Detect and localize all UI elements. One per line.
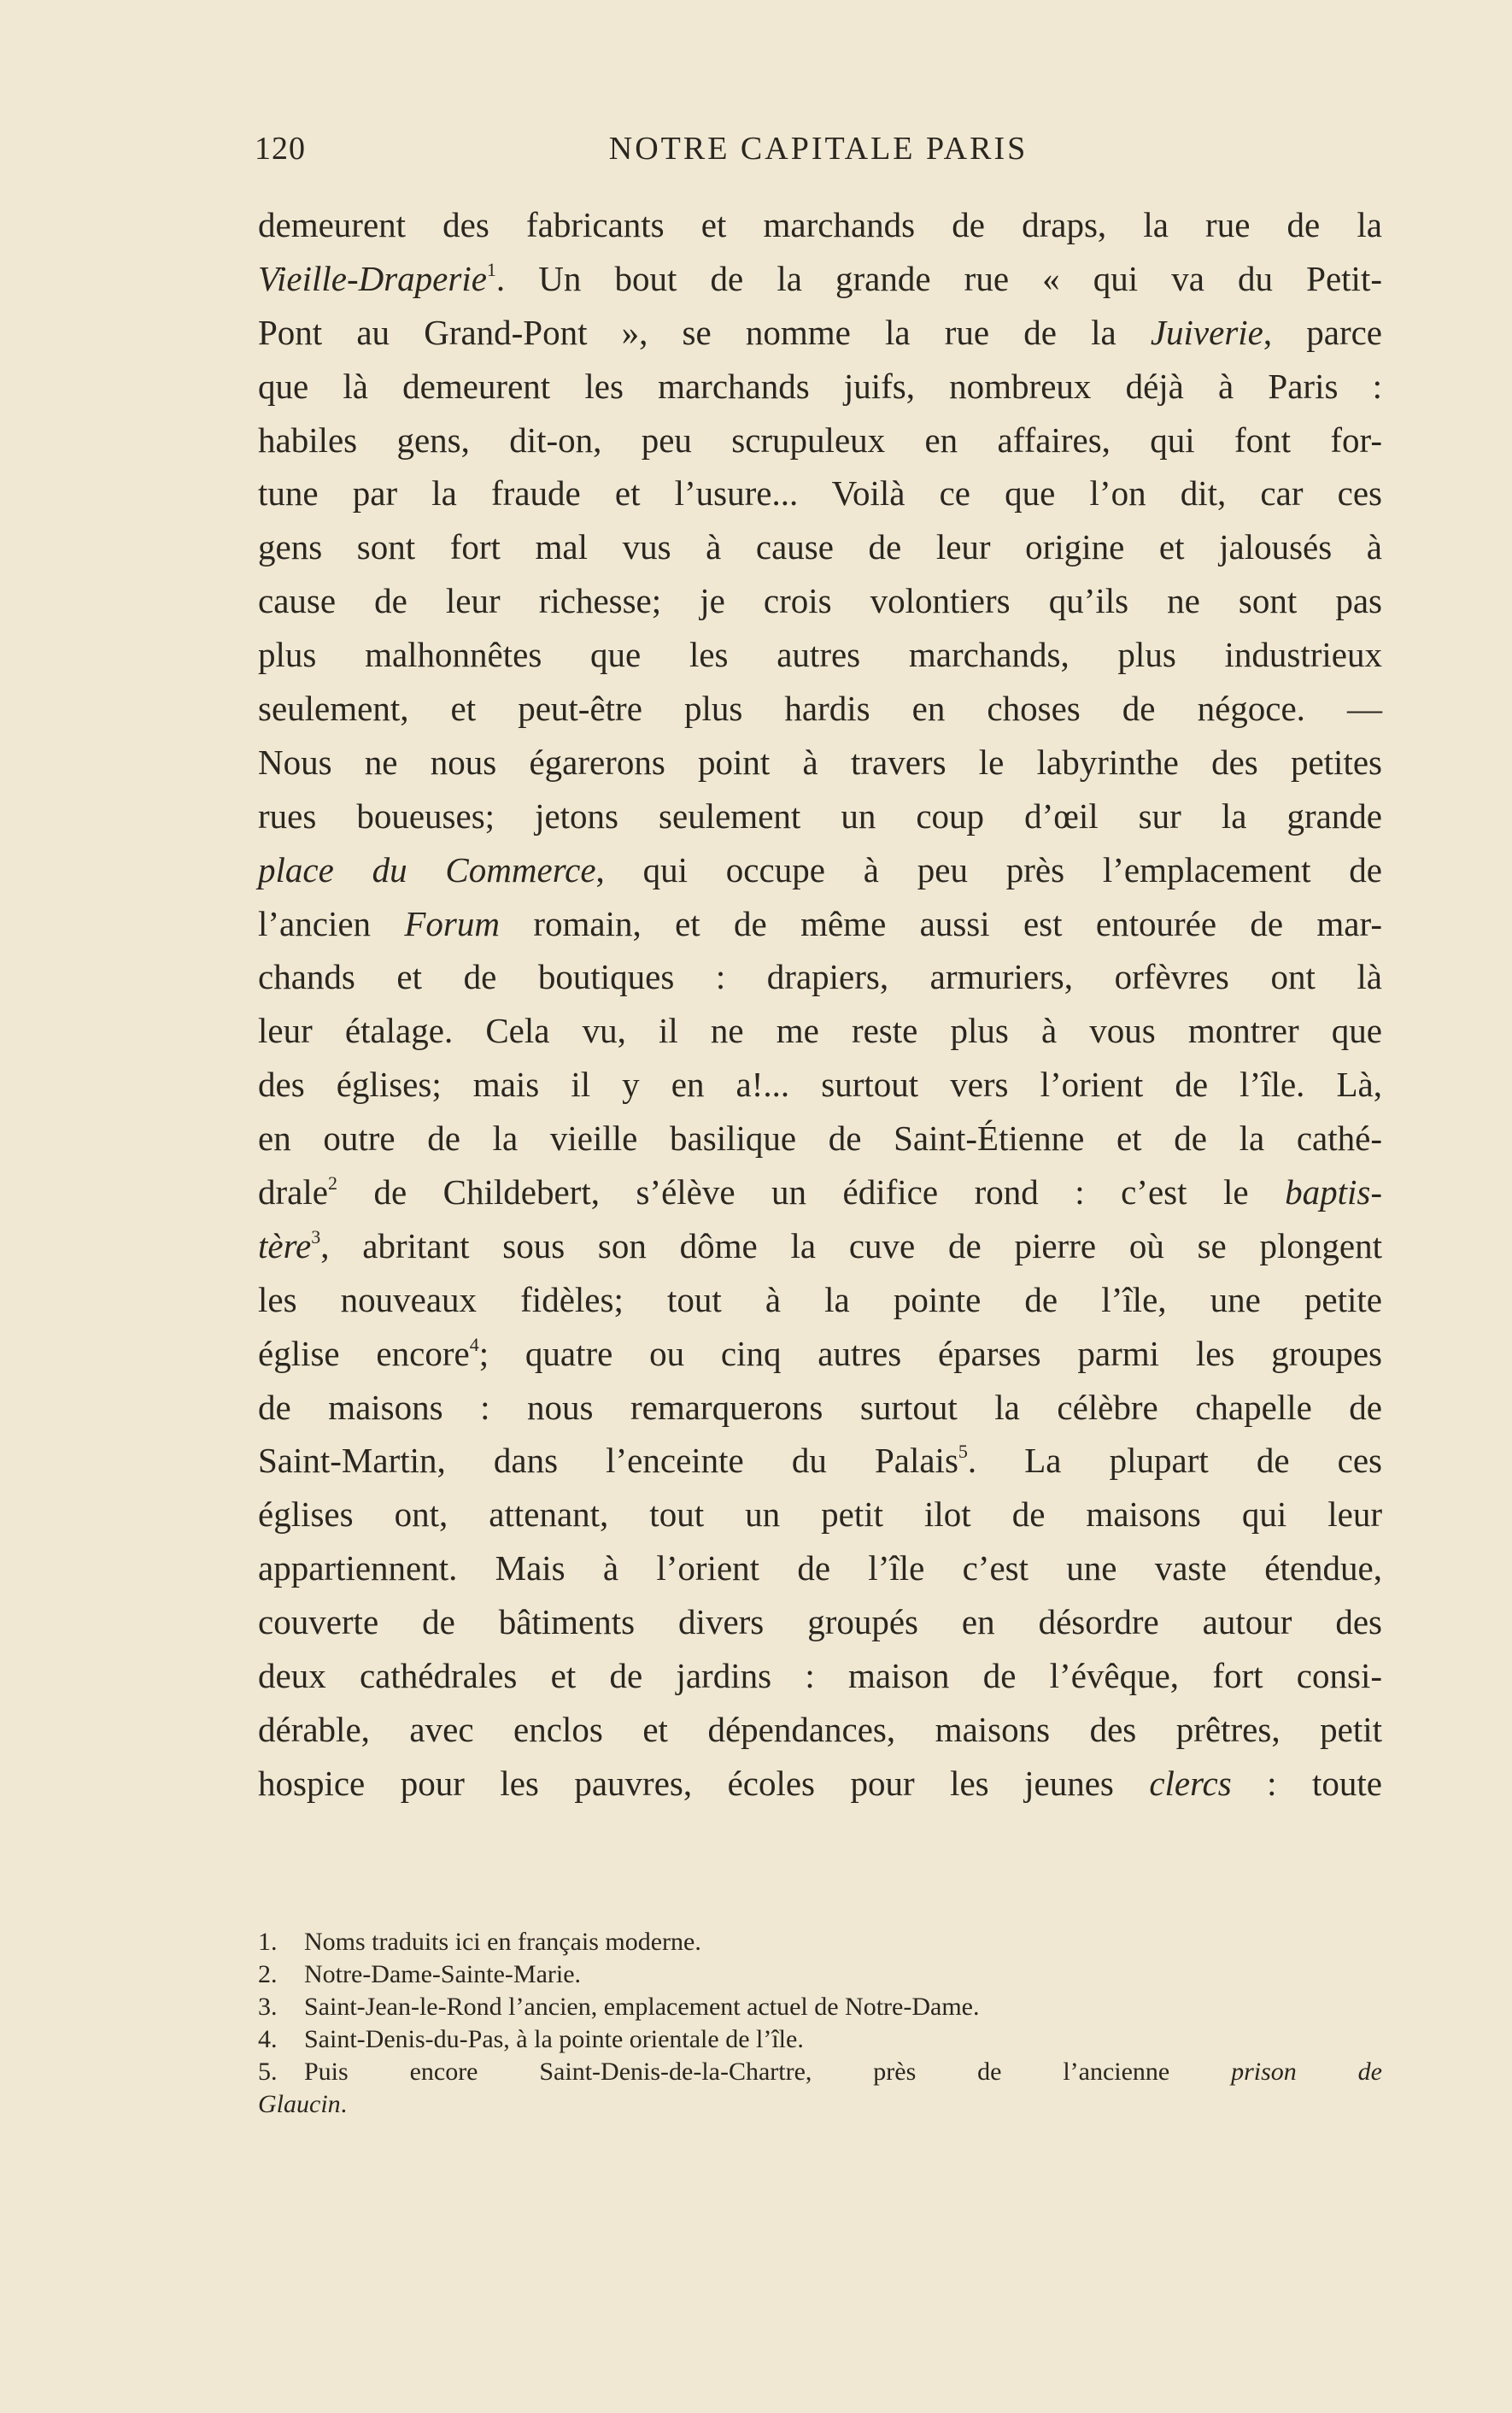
- text-line: place du Commerce, qui occupe à peu près l’emplacement de: [258, 849, 1382, 889]
- text-line: appartiennent. Mais à l’orient de l’île c’est une vaste étendue,: [258, 1548, 1382, 1588]
- text-line: seulement, et peut-être plus hardis en choses de négoce. —: [258, 689, 1382, 729]
- text-line: Saint-Martin, dans l’enceinte du Palais$^5$. La plupart de ces: [258, 1441, 1382, 1481]
- text-line: Nous ne nous égarerons point à travers le labyrinthe des petites: [258, 742, 1382, 782]
- text-line: église encore$^4$; quatre ou cinq autres éparses parmi les groupes: [258, 1333, 1382, 1373]
- text-line: couverte de bâtiments divers groupés en désordre autour des: [258, 1602, 1382, 1642]
- footnote: 3. Saint-Jean-le-Rond l’ancien, emplacement actuel de Notre-Dame.: [258, 1991, 1382, 2023]
- text-line: de maisons : nous remarquerons surtout la célèbre chapelle de: [258, 1387, 1382, 1427]
- text-line: demeurent des fabricants et marchands de draps, la rue de la: [258, 205, 1382, 244]
- page-number: 120: [255, 131, 306, 167]
- text-line: églises ont, attenant, tout un petit ilot de maisons qui leur: [258, 1494, 1382, 1535]
- text-line: leur étalage. Cela vu, il ne me reste plus à vous montrer que: [258, 1011, 1382, 1051]
- text-line: tère$^3$, abritant sous son dôme la cuve de pierre où se plongent: [258, 1225, 1382, 1265]
- text-line: plus malhonnêtes que les autres marchands, plus industrieux: [258, 635, 1382, 675]
- footnote-number: 2.: [258, 1960, 278, 1988]
- footnote-ref[interactable]: 5: [958, 1441, 968, 1463]
- text-line: Vieille-Draperie$^1$. Un bout de la grande rue « qui va du Petit-: [258, 258, 1382, 298]
- footnote-number: 4.: [258, 2025, 278, 2053]
- text-line: rues boueuses; jetons seulement un coup d’œil sur la grande: [258, 796, 1382, 836]
- running-title: NOTRE CAPITALE PARIS: [608, 131, 1029, 167]
- text-line: chands et de boutiques : drapiers, armuriers, orfèvres ont là: [258, 957, 1382, 997]
- footnote: 2. Notre-Dame-Sainte-Marie.: [258, 1958, 1382, 1991]
- text-line: des églises; mais il y en a!... surtout vers l’orient de l’île. Là,: [258, 1065, 1382, 1105]
- text-line: habiles gens, dit-on, peu scrupuleux en affaires, qui font for-: [258, 420, 1382, 460]
- text-line: tune par la fraude et l’usure... Voilà ce que l’on dit, car ces: [258, 473, 1382, 514]
- footnote-ref[interactable]: 2: [327, 1172, 337, 1195]
- footnote-ref[interactable]: 1: [486, 258, 496, 280]
- text-line: en outre de la vieille basilique de Saint-Étienne et de la cathé-: [258, 1118, 1382, 1159]
- footnote-number: 1.: [258, 1928, 278, 1956]
- text-line: drale$^2$ de Childebert, s’élève un édifice rond : c’est le baptis-: [258, 1172, 1382, 1212]
- footnote-ref[interactable]: 3: [311, 1225, 321, 1248]
- text-line: Pont au Grand-Pont », se nomme la rue de la Juiverie, parce: [258, 312, 1383, 352]
- body-text: [258, 198, 1382, 1811]
- text-line: dérable, avec enclos et dépendances, maisons des prêtres, petit: [258, 1709, 1382, 1749]
- footnote: 5. Puis encore Saint-Denis-de-la-Chartre, près de l’ancienne prison de Glaucin.: [258, 2058, 1382, 2118]
- footnote-number: 5.: [258, 2058, 278, 2086]
- text-line: les nouveaux fidèles; tout à la pointe de l’île, une petite: [258, 1279, 1382, 1319]
- text-line: deux cathédrales et de jardins : maison de l’évêque, fort consi-: [258, 1656, 1382, 1696]
- footnote: 4. Saint-Denis-du-Pas, à la pointe orientale de l’île.: [258, 2023, 1382, 2056]
- footnote: 1. Noms traduits ici en français moderne.: [258, 1926, 1382, 1958]
- text-line: que là demeurent les marchands juifs, nombreux déjà à Paris :: [258, 366, 1382, 406]
- footnote-ref[interactable]: 4: [469, 1333, 479, 1355]
- footnotes: [258, 1926, 1382, 2121]
- page-header: [255, 130, 1382, 173]
- footnote-number: 3.: [258, 1993, 278, 2021]
- text-line: l’ancien Forum romain, et de même aussi est entourée de mar-: [258, 903, 1382, 943]
- text-line: hospice pour les pauvres, écoles pour les jeunes clercs : toute: [258, 1763, 1382, 1803]
- text-line: cause de leur richesse; je crois volontiers qu’ils ne sont pas: [258, 581, 1382, 621]
- text-line: gens sont fort mal vus à cause de leur origine et jalousés à: [258, 527, 1382, 567]
